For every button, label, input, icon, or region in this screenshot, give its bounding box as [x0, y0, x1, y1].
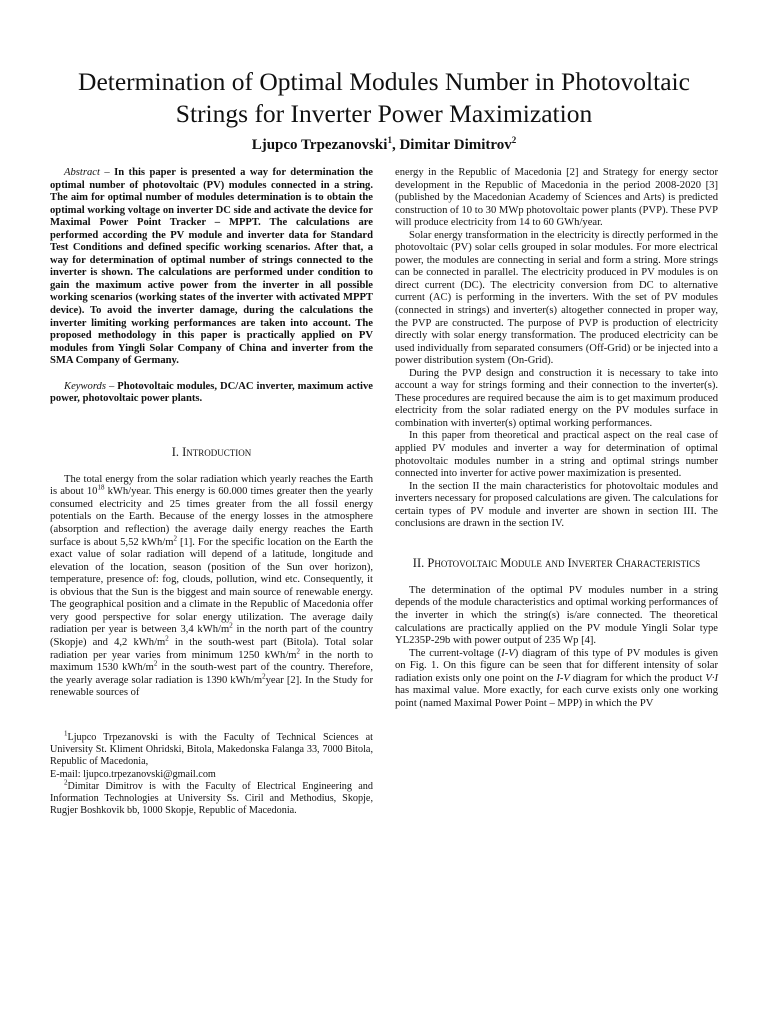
paper-title: Determination of Optimal Modules Number in Photovoltaic Strings for Inverter Power Maximization [78, 67, 690, 128]
text-run: in the south-west part (Bitola). Total solar radiation per year varies from minimum 1250 kWh/m [50, 636, 373, 661]
author-2-mark: 2 [511, 135, 517, 145]
section-2-paragraph-1: The determination of the optimal PV modules number in a string depends of the module characteristics and optimal working performances of the inverter in which the string(s) is/are connected. The theoretical calculations are practically applied on the PV module Yingli Solar type YL235P-29b with power output of 235 Wp [4]. [395, 584, 718, 647]
abstract-label: Abstract [64, 167, 100, 178]
footnote-2-text: Dimitar Dimitrov is with the Faculty of Electrical Engineering and Information Technologies at University Ss. Ciril and Methodius, Skopje, Rugjer Boshkovik bb, 1000 Skopje, Republic of Macedonia. [50, 780, 373, 817]
keywords-dash: – [105, 380, 118, 392]
footnote-1 [50, 729, 373, 769]
intro-paragraph-4: In this paper from theoretical and practical aspect on the real case of applied PV modules and inverter a way for determination of optimal photovoltaic modules number in a string and optimal strings number connected into inverter for active power maximization is presented. [395, 430, 718, 480]
intro-paragraph-2: Solar energy transformation in the electricity is directly performed in the photovoltaic (PV) solar cells grouped in solar modules. For more electrical power, the modules are connecting in serial and form a string. More strings can be connected in parallel. The electricity produced in PV modules is on direct current (DC). The electricity conversion from DC to alternative current (AC) is performing in the inverters. With the set of PV modules (connected in strings) and inverter(s) altogether connected in proper way, the PVP are constructed. The purpose of PVP is production of electricity directly with solar energy transformation. The produced electricity can be used individually from separated consumers (Off-Grid) or be injected into a power distribution system (On-Grid). [395, 229, 718, 367]
text-run: [1]. For the specific location on the Earth the exact value of solar radiation will depend of a latitude, longitude and elevation of the location, season (position of the Sun over horizon), temperature, presence of: fog, clouds, pollution, wind etc. Consequently, it is obvious that the Sun is the biggest and main source of renewable energy. The geographical position and a climate in the Republic of Macedonia offer very good perspective for solar energy utilization. The average daily radiation per year is between 3,4 kWh/m [50, 536, 373, 636]
italic-run: I-V [556, 672, 570, 684]
intro-paragraph-1 [50, 474, 373, 700]
keywords-label: Keywords [64, 380, 106, 392]
superscript: 2 [153, 659, 158, 668]
text-run: The current-voltage ( [409, 647, 502, 659]
text-run: diagram for which the product [569, 672, 706, 684]
superscript: 2 [262, 672, 266, 681]
text-run: ) diagram of this type of PV modules is given on Fig. 1. On this figure can be seen that for different intensity of solar radiation exists only one point on the [395, 647, 718, 684]
intro-paragraph-5: In the section II the main characteristics for photovoltaic modules and inverters necessary for proposed calculations are given. The calculations for certain types of PV module and inverter are shown in section III. The conclusions are drawn in the section IV. [395, 480, 718, 530]
abstract-text: In this paper is presented a way for determination the optimal number of photovoltaic (PV) modules connected in a string. The aim for optimal number of modules determination is to obtain the optimal working voltage on inverter DC side and activate the device for Maximal Power Point Tracker – MPPT. The calculations are performed according the PV module and inverter data for Standard Test Conditions and defined specific working scenarios. After that, a way for determination of optimal number of strings connected to the inverter is shown. The calculations are performed under condition to gain the maximum active power from the inverter in all possible working scenarios (working states of the inverter with activated MPPT device). To avoid the inverter damage, during the calculations the inverter limiting working performances are taken into account. The proposed methodology in this paper is practically applied on PV modules from Yingli Solar Company of China and inverter from the SMA Company of Germany. [50, 167, 374, 367]
section-1-number: I. [171, 444, 183, 459]
text-run: in the north to maximum 1530 kWh/m [50, 649, 373, 674]
intro-paragraph-1-continued: energy in the Republic of Macedonia [2] and Strategy for energy sector development in the Republic of Macedonia in the period 2008-2020 [3] (published by the Macedonian Academy of Sciences and Arts) is predicted construction of 10 to 30 MWp photovoltaic power plants (PVP). These PVP will produce electricity from 14 to 60 GWh/year. [395, 167, 718, 229]
author-line [40, 137, 728, 154]
abstract-dash: – [99, 167, 115, 178]
keywords-text: Photovoltaic modules, DC/AC inverter, maximum active power, photovoltaic power plants. [50, 380, 373, 405]
footnote-1-text: Ljupco Trpezanovski is with the Faculty of Technical Sciences at University St. Kliment Ohridski, Bitola, Makedonska Falanga 33, 7000 Bitola, Republic of Macedonia, [50, 731, 373, 768]
footnote-2 [50, 778, 373, 818]
author-separator: , [391, 137, 400, 153]
section-1-heading [50, 444, 373, 460]
superscript: 2 [173, 534, 177, 543]
footnotes [50, 729, 373, 818]
text-run: kWh/year. This energy is 60.000 times greater then the yearly consumed electricity and 25 times greater from the all fossil energy potentials on the Earth. Because of the energy losses in the atmosphere (absorption and reflection) the average daily energy reaches the Earth surface is about 5,52 kWh/m [50, 486, 373, 548]
superscript: 2 [296, 646, 301, 655]
italic-run: V·I [705, 672, 718, 684]
section-1-title: Introduction [182, 444, 252, 459]
keywords [50, 381, 373, 406]
text-run: has maximal value. More exactly, for each curve exists only one working point (named Maximal Power Point – MPP) in which the PV [395, 685, 718, 709]
superscript: 2 [229, 621, 233, 630]
text-run: The total energy from the solar radiation which yearly reaches the Earth is about 10 [50, 473, 373, 498]
author-1-mark: 1 [387, 135, 392, 145]
abstract [50, 167, 373, 368]
section-2-title: Photovoltaic Module and Inverter Characteristics [427, 555, 701, 570]
italic-run: I-V [501, 647, 515, 659]
section-2-paragraph-2 [395, 648, 718, 711]
superscript: 18 [97, 483, 105, 492]
superscript: 2 [165, 634, 169, 643]
text-run-continued: year [2]. In the Study for renewable sources of [50, 674, 374, 699]
text-run: in the south-west part of the country. Therefore, the yearly average solar radiation is 1390 kWh/m [50, 662, 373, 686]
author-1: Ljupco Trpezanovski [251, 137, 388, 153]
text-run: in the north part of the country (Skopje) and 4,2 kWh/m [50, 624, 373, 648]
footnote-2-mark: 2 [64, 778, 68, 787]
section-2-number: II. [412, 555, 428, 570]
footnote-1-email: E-mail: ljupco.trpezanovski@gmail.com [50, 768, 216, 780]
left-column [50, 167, 373, 818]
intro-paragraph-3: During the PVP design and construction it is necessary to take into account a way for strings forming and their connection to the inverter(s). These procedures are required because the aim is to get maximum produced electricity from the solar radiated energy on the PV modules surface in combination with inverter(s) optimal working performances. [395, 367, 718, 429]
right-column [395, 167, 718, 710]
author-2: Dimitar Dimitrov [399, 137, 512, 153]
footnote-1-mark: 1 [64, 729, 68, 738]
section-2-heading [395, 555, 718, 571]
